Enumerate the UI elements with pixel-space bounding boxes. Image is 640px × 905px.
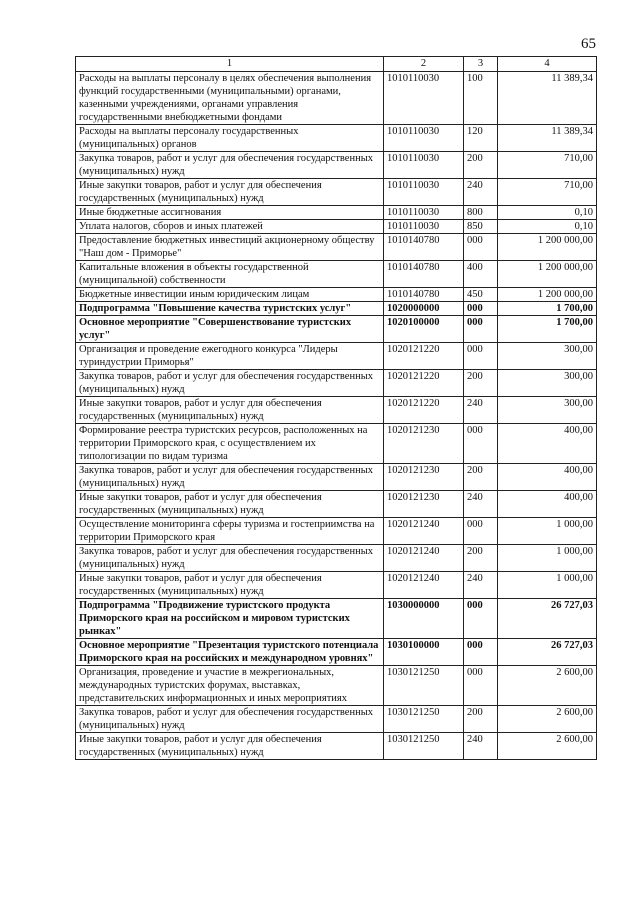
row-amount: 1 200 000,00 — [498, 234, 597, 261]
row-description: Основное мероприятие "Презентация туристского потенциала Приморского края на российских и международном уровнях" — [76, 639, 384, 666]
row-code: 1020121230 — [384, 424, 464, 464]
row-amount: 710,00 — [498, 152, 597, 179]
row-amount: 11 389,34 — [498, 125, 597, 152]
table-row — [76, 343, 597, 370]
row-type-code: 000 — [464, 234, 498, 261]
row-type-code: 000 — [464, 639, 498, 666]
row-description: Расходы на выплаты персоналу государственных (муниципальных) органов — [76, 125, 384, 152]
row-amount: 0,10 — [498, 220, 597, 234]
table-row — [76, 464, 597, 491]
row-amount: 400,00 — [498, 424, 597, 464]
table-row — [76, 518, 597, 545]
row-type-code: 850 — [464, 220, 498, 234]
table-row — [76, 491, 597, 518]
row-code: 1010110030 — [384, 179, 464, 206]
row-description: Иные закупки товаров, работ и услуг для обеспечения государственных (муниципальных) нужд — [76, 397, 384, 424]
row-description: Бюджетные инвестиции иным юридическим лицам — [76, 288, 384, 302]
table-row — [76, 152, 597, 179]
row-description: Формирование реестра туристских ресурсов, расположенных на территории Приморского края, с осуществлением их типологизации по видам туризма — [76, 424, 384, 464]
row-description: Расходы на выплаты персоналу в целях обеспечения выполнения функций государственными (муниципальными) органами, казенными учреждениями, органами управления государственными внебюджетными фондами — [76, 72, 384, 125]
row-amount: 400,00 — [498, 491, 597, 518]
table-row — [76, 370, 597, 397]
row-amount: 300,00 — [498, 343, 597, 370]
row-type-code: 200 — [464, 464, 498, 491]
row-type-code: 400 — [464, 261, 498, 288]
row-code: 1010110030 — [384, 206, 464, 220]
column-header: 2 — [384, 57, 464, 72]
row-code: 1020121230 — [384, 491, 464, 518]
table-row — [76, 206, 597, 220]
row-amount: 300,00 — [498, 370, 597, 397]
row-description: Подпрограмма "Повышение качества туристских услуг" — [76, 302, 384, 316]
row-type-code: 200 — [464, 370, 498, 397]
table-row — [76, 302, 597, 316]
table-row — [76, 179, 597, 206]
row-code: 1020121230 — [384, 464, 464, 491]
row-amount: 1 000,00 — [498, 518, 597, 545]
row-type-code: 240 — [464, 397, 498, 424]
row-type-code: 000 — [464, 343, 498, 370]
row-type-code: 120 — [464, 125, 498, 152]
row-code: 1020000000 — [384, 302, 464, 316]
row-type-code: 240 — [464, 572, 498, 599]
row-amount: 1 700,00 — [498, 316, 597, 343]
row-code: 1010110030 — [384, 72, 464, 125]
table-row — [76, 733, 597, 760]
row-type-code: 240 — [464, 179, 498, 206]
row-amount: 400,00 — [498, 464, 597, 491]
row-amount: 26 727,03 — [498, 599, 597, 639]
table-row — [76, 261, 597, 288]
column-header: 4 — [498, 57, 597, 72]
row-amount: 1 700,00 — [498, 302, 597, 316]
table-row — [76, 545, 597, 572]
row-description: Основное мероприятие "Совершенствование туристских услуг" — [76, 316, 384, 343]
table-row — [76, 234, 597, 261]
table-row — [76, 316, 597, 343]
table-row — [76, 599, 597, 639]
table-row — [76, 220, 597, 234]
row-type-code: 000 — [464, 666, 498, 706]
row-type-code: 200 — [464, 545, 498, 572]
row-description: Иные бюджетные ассигнования — [76, 206, 384, 220]
row-code: 1030121250 — [384, 733, 464, 760]
row-type-code: 000 — [464, 599, 498, 639]
row-code: 1020121220 — [384, 397, 464, 424]
row-description: Закупка товаров, работ и услуг для обеспечения государственных (муниципальных) нужд — [76, 706, 384, 733]
row-code: 1020121220 — [384, 343, 464, 370]
page-number: 65 — [581, 36, 596, 52]
table-row — [76, 397, 597, 424]
row-code: 1030121250 — [384, 706, 464, 733]
row-amount: 0,10 — [498, 206, 597, 220]
table-row — [76, 706, 597, 733]
table-row — [76, 424, 597, 464]
row-code: 1010110030 — [384, 125, 464, 152]
row-code: 1020121220 — [384, 370, 464, 397]
table-row — [76, 125, 597, 152]
row-type-code: 200 — [464, 706, 498, 733]
row-amount: 2 600,00 — [498, 706, 597, 733]
row-code: 1020100000 — [384, 316, 464, 343]
row-amount: 2 600,00 — [498, 666, 597, 706]
row-type-code: 450 — [464, 288, 498, 302]
row-amount: 26 727,03 — [498, 639, 597, 666]
row-description: Закупка товаров, работ и услуг для обеспечения государственных (муниципальных) нужд — [76, 464, 384, 491]
row-code: 1020121240 — [384, 545, 464, 572]
row-description: Подпрограмма "Продвижение туристского продукта Приморского края на российском и мировом туристских рынках" — [76, 599, 384, 639]
table-row — [76, 639, 597, 666]
row-description: Иные закупки товаров, работ и услуг для обеспечения государственных (муниципальных) нужд — [76, 572, 384, 599]
row-code: 1030100000 — [384, 639, 464, 666]
row-code: 1010140780 — [384, 234, 464, 261]
row-type-code: 000 — [464, 424, 498, 464]
row-code: 1030000000 — [384, 599, 464, 639]
row-amount: 2 600,00 — [498, 733, 597, 760]
column-header: 3 — [464, 57, 498, 72]
row-type-code: 000 — [464, 302, 498, 316]
row-amount: 1 200 000,00 — [498, 261, 597, 288]
table-row — [76, 572, 597, 599]
row-description: Уплата налогов, сборов и иных платежей — [76, 220, 384, 234]
row-code: 1010110030 — [384, 220, 464, 234]
row-type-code: 240 — [464, 491, 498, 518]
row-description: Организация и проведение ежегодного конкурса "Лидеры туриндустрии Приморья" — [76, 343, 384, 370]
row-code: 1010140780 — [384, 288, 464, 302]
row-code: 1020121240 — [384, 572, 464, 599]
row-description: Осуществление мониторинга сферы туризма и гостеприимства на территории Приморского края — [76, 518, 384, 545]
row-code: 1030121250 — [384, 666, 464, 706]
header-row — [76, 57, 597, 72]
table-row — [76, 288, 597, 302]
row-amount: 11 389,34 — [498, 72, 597, 125]
row-description: Закупка товаров, работ и услуг для обеспечения государственных (муниципальных) нужд — [76, 545, 384, 572]
row-type-code: 240 — [464, 733, 498, 760]
row-code: 1020121240 — [384, 518, 464, 545]
table-row — [76, 72, 597, 125]
row-type-code: 800 — [464, 206, 498, 220]
row-description: Капитальные вложения в объекты государственной (муниципальной) собственности — [76, 261, 384, 288]
row-amount: 710,00 — [498, 179, 597, 206]
row-amount: 1 200 000,00 — [498, 288, 597, 302]
row-amount: 300,00 — [498, 397, 597, 424]
row-description: Закупка товаров, работ и услуг для обеспечения государственных (муниципальных) нужд — [76, 152, 384, 179]
row-description: Организация, проведение и участие в межрегиональных, международных туристских форумах, выставках, представительских информационных и иных мероприятиях — [76, 666, 384, 706]
budget-table — [75, 56, 597, 760]
row-type-code: 000 — [464, 316, 498, 343]
row-type-code: 100 — [464, 72, 498, 125]
row-description: Иные закупки товаров, работ и услуг для обеспечения государственных (муниципальных) нужд — [76, 491, 384, 518]
row-code: 1010110030 — [384, 152, 464, 179]
row-type-code: 000 — [464, 518, 498, 545]
table-row — [76, 666, 597, 706]
row-type-code: 200 — [464, 152, 498, 179]
row-code: 1010140780 — [384, 261, 464, 288]
row-description: Предоставление бюджетных инвестиций акционерному обществу "Наш дом - Приморье" — [76, 234, 384, 261]
row-description: Закупка товаров, работ и услуг для обеспечения государственных (муниципальных) нужд — [76, 370, 384, 397]
row-amount: 1 000,00 — [498, 545, 597, 572]
row-description: Иные закупки товаров, работ и услуг для обеспечения государственных (муниципальных) нужд — [76, 179, 384, 206]
row-description: Иные закупки товаров, работ и услуг для обеспечения государственных (муниципальных) нужд — [76, 733, 384, 760]
row-amount: 1 000,00 — [498, 572, 597, 599]
column-header: 1 — [76, 57, 384, 72]
